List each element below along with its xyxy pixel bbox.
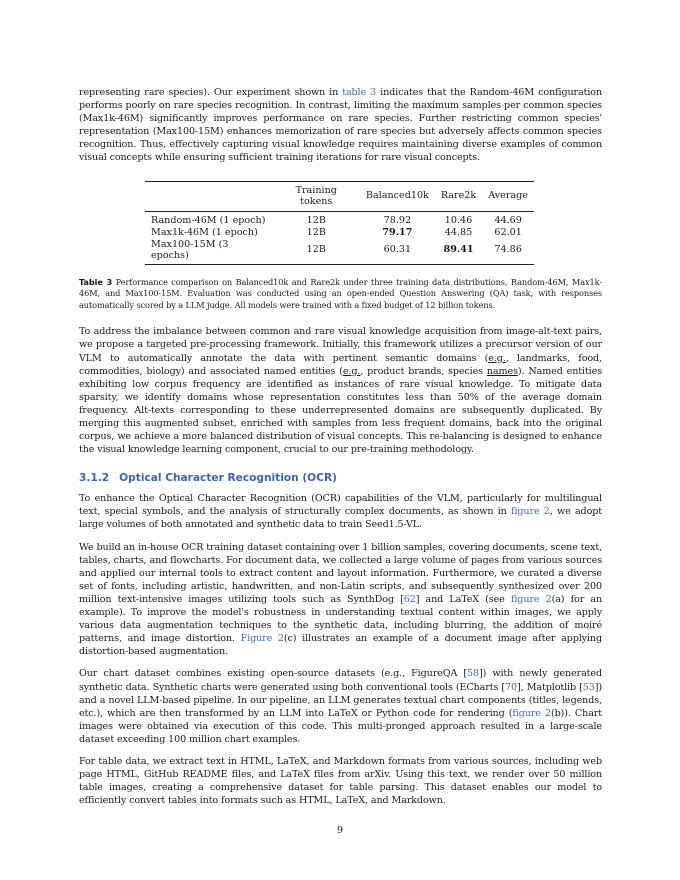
table-3-link[interactable]: table 3 — [342, 87, 377, 98]
text-span: e.g. — [488, 352, 506, 364]
table-header-cell: Balanced10k — [360, 181, 435, 211]
caption-text: Performance comparison on Balanced10k and Rare2k under three training data distributions, Random-46M, Max1k-46M, and Max100-15M. Evaluation was conducted using an open-ended Question Answering (QA) task, with responses automatically scored by a LLM judge. All models were trained with a fixed budget of 12 billion tokens. — [79, 276, 602, 310]
table-cell: 12B — [306, 214, 326, 226]
table-cell: 62.01 — [494, 226, 522, 238]
table-cell: 44.85 — [444, 226, 473, 238]
text-span: ]) and a novel LLM-based pipeline. In our pipeline, an LLM generates textual chart components (titles, legends, etc.), which are then transformed by an LLM into LaTeX or Python code for rendering ( — [79, 681, 602, 719]
paragraph-ocr-dataset — [79, 541, 602, 659]
table-cell: 44.69 — [494, 214, 522, 226]
figure-2-link[interactable]: figure 2 — [510, 593, 552, 605]
table-caption — [79, 277, 602, 312]
table-header-row — [145, 181, 534, 211]
citation-link[interactable]: 58 — [467, 668, 479, 680]
citation-link[interactable]: 62 — [403, 593, 416, 605]
citation-link[interactable]: 53 — [582, 681, 595, 693]
results-table — [145, 181, 534, 265]
text-span: ]) with newly generated synthetic data. Synthetic charts were generated using both conventional tools (ECharts [ — [79, 668, 602, 693]
text-span: (c) illustrates an example of a document image after applying distortion-based augmentation. — [79, 633, 602, 658]
table-cell: 12B — [306, 226, 326, 238]
text-span: , we adopt large volumes of both annotated and synthetic data to train Seed1.5-VL. — [79, 506, 602, 531]
figure-2-link[interactable]: figure 2 — [512, 707, 551, 719]
section-title: Optical Character Recognition (OCR) — [119, 472, 337, 485]
text-span: indicates that the Random-46M configuration performs poorly on rare species recognition. In contrast, limiting the maximum samples per common species (Max1k-46M) significantly improves performance on rare species. Further restricting common species' representation (Max100-15M) enhances memorization of rare species but adversely affects common species recognition. Thus, effectively capturing visual knowledge requires maintaining diverse examples of common visual concepts while ensuring sufficient training iterations for rare visual concepts. — [79, 87, 602, 164]
figure-2-link[interactable]: figure 2 — [511, 506, 550, 518]
table-cell: 60.31 — [360, 238, 435, 264]
table-cell: 12B — [273, 238, 360, 264]
table-header-cell: Training tokens — [273, 181, 360, 211]
table-cell: Max100-15M (3 epochs) — [145, 238, 273, 264]
table-cell: Random-46M (1 epoch) — [151, 214, 266, 226]
table-cell: Max1k-46M (1 epoch) — [151, 226, 258, 238]
table-cell-best: 89.41 — [435, 238, 482, 264]
table-row — [145, 211, 534, 226]
text-span: To enhance the Optical Character Recognition (OCR) capabilities of the VLM, particularly for multilingual text, special symbols, and the analysis of structurally complex documents, as shown in — [79, 493, 602, 518]
table-row — [145, 238, 534, 264]
text-span: names — [486, 365, 518, 377]
page-number: 9 — [336, 825, 344, 836]
text-span: , landmarks, food, commodities, biology) and associated named entities ( — [79, 352, 602, 377]
text-span: Our chart dataset combines existing open-source datasets (e.g., FigureQA [ — [79, 668, 468, 680]
citation-link[interactable]: 70 — [505, 681, 518, 693]
table-cell: 74.86 — [482, 238, 534, 264]
text-span: , product brands, species — [360, 365, 487, 377]
paragraph-rare-species — [79, 86, 602, 165]
table-row — [145, 226, 534, 238]
text-span: e.g. — [342, 365, 361, 377]
table-cell: 10.46 — [444, 214, 473, 226]
text-span: representing rare species). Our experiment shown in — [79, 87, 343, 98]
text-span: (a) for an example). To improve the model's robustness in understanding textual content within images, we apply various data augmentation techniques to the synthetic data, including blurring, the addition of moiré patterns, and image distortion. — [79, 593, 602, 645]
paragraph-ocr-intro — [79, 492, 602, 531]
text-span: ] and LaTeX (see — [415, 593, 511, 605]
text-span: ). Named entities exhibiting low corpus frequency are identified as instances of rare visual knowledge. To mitigate data sparsity, we identify domains whose representation constitutes less than 50% of the average domain frequency. Alt-texts corresponding to these underrepresented domains are subsequently duplicated. By merging this augmented subset, enriched with samples from less frequent domains, back into the original corpus, we achieve a more balanced distribution of visual concepts. This re-balancing is designed to enhance the visual knowledge learning component, crucial to our pre-training methodology. — [79, 365, 602, 456]
text-span: For table data, we extract text in HTML, LaTeX, and Markdown formats from various sources, including web page HTML, GitHub README files, and LaTeX files from arXiv. Using this text, we render over 50 million table images, creating a comprehensive dataset for table parsing. This dataset enables our model to efficiently convert tables into formats such as HTML, LaTeX, and Markdown. — [79, 755, 602, 807]
text-span: (b)). Chart images were obtained via execution of this code. This multi-pronged approach resulted in a large-scale dataset exceeding 100 million chart examples. — [79, 707, 602, 745]
caption-label: Table 3 — [79, 276, 113, 287]
text-span: We build an in-house OCR training dataset containing over 1 billion samples, covering documents, scene text, tables, charts, and flowcharts. For document data, we collected a large volume of pages from various sources and applied our internal tools to extract content and layout information. Furthermore, we curated a diverse set of fonts, including artistic, handwritten, and non-Latin scripts, and subsequently synthesized over 200 million text-intensive images utilizing tools such as SynthDog [ — [79, 541, 602, 605]
section-number: 3.1.2 — [79, 472, 110, 485]
results-table-container — [145, 181, 534, 265]
page-content — [79, 86, 602, 807]
text-span: ], Matplotlib [ — [517, 681, 583, 693]
table-cell: 78.92 — [383, 214, 412, 226]
table-header-cell: Rare2k — [435, 181, 482, 211]
paragraph-rebalancing — [79, 325, 602, 456]
section-heading — [79, 472, 602, 484]
text-span: To address the imbalance between common and rare visual knowledge acquisition from image-alt-text pairs, we propose a targeted pre-processing framework. Initially, this framework utilizes a precursor version of our VLM to automatically annotate the data with pertinent semantic domains ( — [79, 326, 602, 364]
table-header-cell: Average — [482, 181, 534, 211]
paragraph-chart-dataset — [79, 667, 602, 746]
table-cell-best: 79.17 — [382, 226, 413, 238]
figure-2-link[interactable]: Figure 2 — [240, 633, 284, 645]
paragraph-table-data — [79, 755, 602, 807]
table-header-cell — [145, 181, 273, 211]
